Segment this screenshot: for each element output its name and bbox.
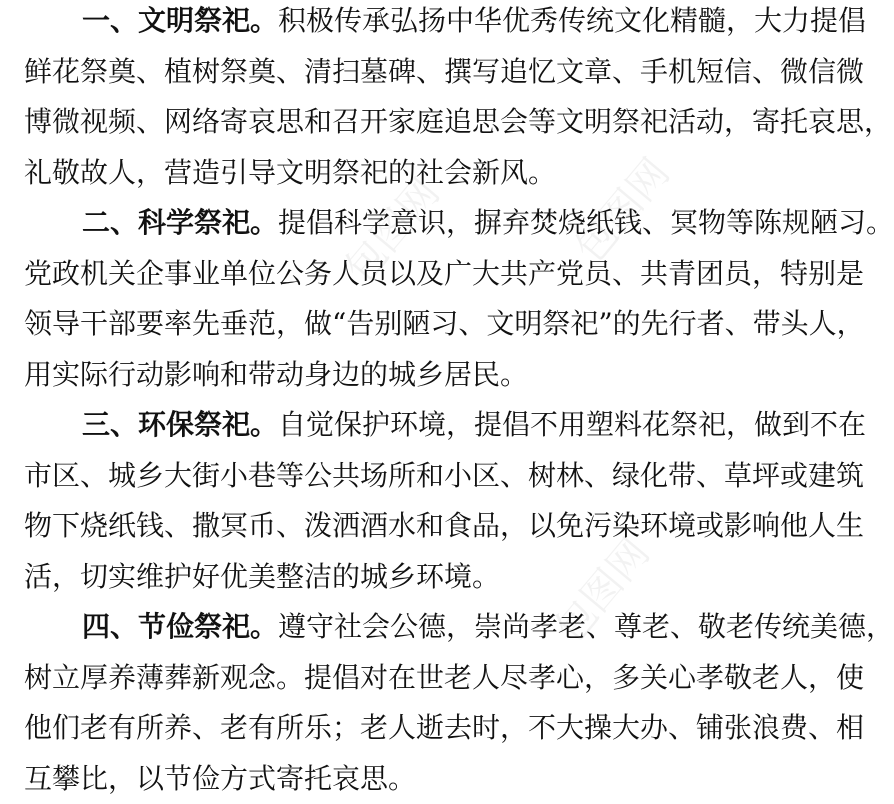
section-heading: 一、文明祭祀。 (82, 4, 278, 37)
paragraph-line: 党政机关企事业单位公务人员以及广大共产党员、共青团员，特别是 (24, 249, 768, 300)
paragraph-line: 他们老有所养、老有所乐；老人逝去时，不大操大办、铺张浪费、相 (24, 703, 768, 754)
paragraph-line: 市区、城乡大街小巷等公共场所和小区、树林、绿化带、草坪或建筑 (24, 451, 768, 502)
paragraph-first-line (24, 198, 768, 249)
section-heading: 二、科学祭祀。 (82, 206, 278, 239)
paragraph-civilized-sacrifice (24, 0, 768, 198)
paragraph-line: 树立厚养薄葬新观念。提倡对在世老人尽孝心，多关心孝敬老人，使 (24, 653, 768, 704)
text: 遵守社会公德，崇尚孝老、尊老、敬老传统美德， (278, 610, 894, 643)
paragraph-line: 礼敬故人，营造引导文明祭祀的社会新风。 (24, 148, 768, 199)
paragraph-line: 活，切实维护好优美整洁的城乡环境。 (24, 552, 768, 603)
watermark: 包图网 (560, 144, 681, 273)
paragraph-scientific-sacrifice (24, 198, 768, 400)
paragraph-first-line (24, 400, 768, 451)
section-heading: 四、节俭祭祀。 (82, 610, 278, 643)
watermark: 包图网 (540, 524, 661, 653)
paragraph-first-line (24, 0, 768, 47)
text: 积极传承弘扬中华优秀传统文化精髓，大力提倡 (278, 4, 866, 37)
section-heading: 三、环保祭祀。 (82, 408, 278, 441)
paragraph-frugal-sacrifice (24, 602, 768, 804)
paragraph-line: 用实际行动影响和带动身边的城乡居民。 (24, 350, 768, 401)
paragraph-line: 鲜花祭奠、植树祭奠、清扫墓碑、撰写追忆文章、手机短信、微信微 (24, 47, 768, 98)
paragraph-line: 物下烧纸钱、撒冥币、泼洒酒水和食品，以免污染环境或影响他人生 (24, 501, 768, 552)
paragraph-line: 博微视频、网络寄哀思和召开家庭追思会等文明祭祀活动，寄托哀思， (24, 97, 768, 148)
text: 自觉保护环境，提倡不用塑料花祭祀，做到不在 (278, 408, 866, 441)
text: 提倡科学意识，摒弃焚烧纸钱、冥物等陈规陋习。 (278, 206, 894, 239)
paragraph-eco-sacrifice (24, 400, 768, 602)
paragraph-first-line (24, 602, 768, 653)
watermark: 包图网 (330, 164, 451, 293)
paragraph-line: 互攀比，以节俭方式寄托哀思。 (24, 754, 768, 804)
paragraph-line: 领导干部要率先垂范，做“告别陋习、文明祭祀”的先行者、带头人， (24, 299, 768, 350)
document-body (24, 0, 768, 804)
